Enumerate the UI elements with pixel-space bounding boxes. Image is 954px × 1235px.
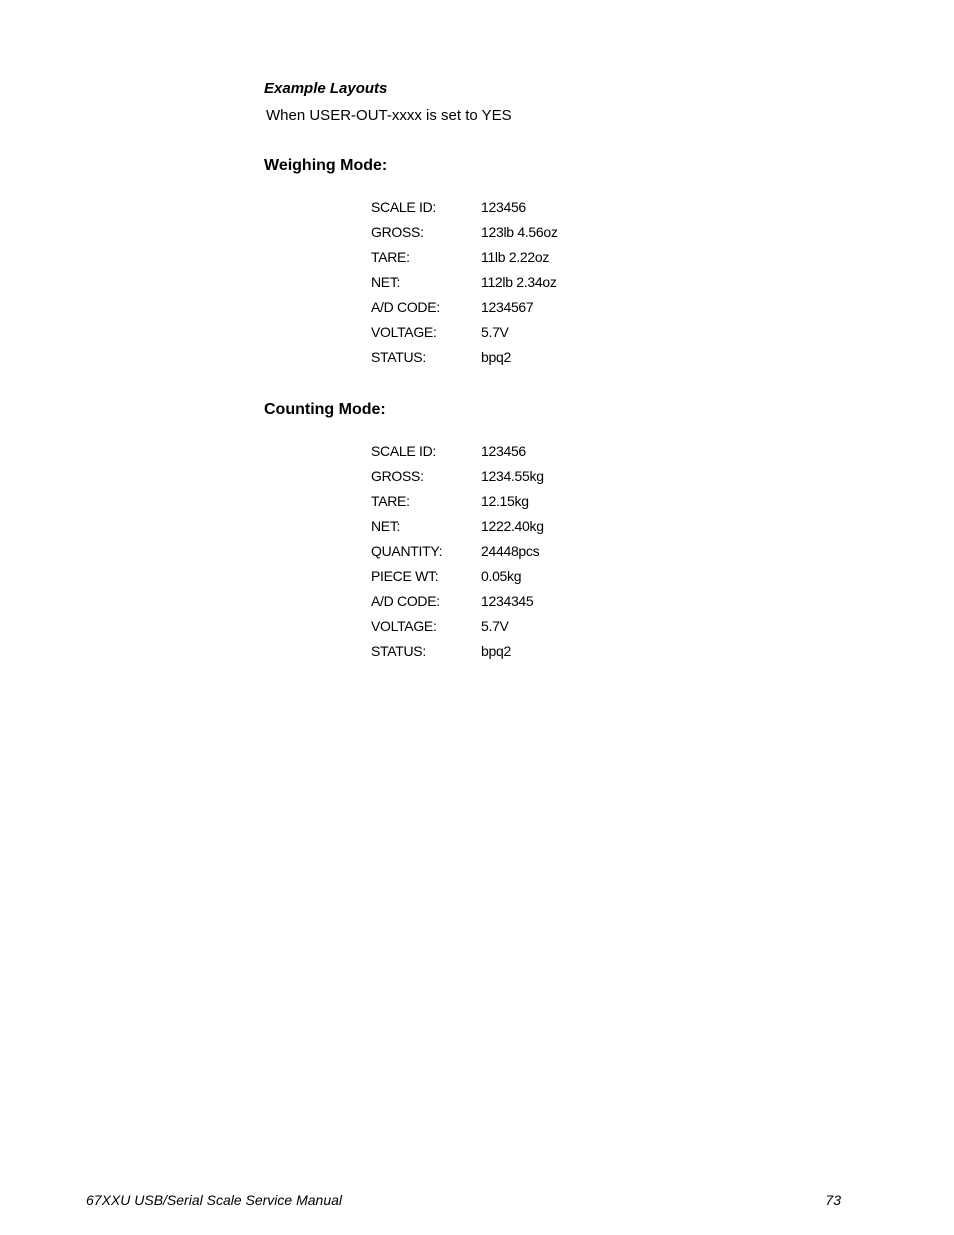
weighing-row-status <box>371 344 691 369</box>
counting-row-quantity <box>371 539 691 564</box>
row-value: 1234.55kg <box>481 468 544 485</box>
footer-page-number: 73 <box>825 1192 841 1208</box>
row-label: VOLTAGE: <box>371 617 437 634</box>
row-value: bpq2 <box>481 348 511 365</box>
row-value: 123lb 4.56oz <box>481 223 558 240</box>
row-label: NET: <box>371 518 401 535</box>
row-label: GROSS: <box>371 468 424 485</box>
row-value: 1222.40kg <box>481 518 544 535</box>
weighing-row-scale-id <box>371 194 691 219</box>
example-layouts-heading: Example Layouts <box>264 80 388 97</box>
counting-row-gross <box>371 464 691 489</box>
counting-row-tare <box>371 489 691 514</box>
row-label: SCALE ID: <box>371 443 436 460</box>
row-value: 24448pcs <box>481 543 540 559</box>
counting-row-net <box>371 514 691 539</box>
counting-row-status <box>371 638 691 663</box>
weighing-row-ad-code <box>371 294 691 319</box>
row-label: TARE: <box>371 493 410 510</box>
weighing-row-tare <box>371 244 691 269</box>
footer-manual-title: 67XXU USB/Serial Scale Service Manual <box>86 1192 343 1208</box>
row-label: GROSS: <box>371 223 424 240</box>
row-value: bpq2 <box>481 642 511 659</box>
row-label: QUANTITY: <box>371 543 443 559</box>
intro-text: When USER-OUT-xxxx is set to YES <box>266 107 512 124</box>
row-value: 5.7V <box>481 323 509 340</box>
row-value: 11lb 2.22oz <box>481 248 550 265</box>
row-label: A/D CODE: <box>371 592 440 609</box>
row-value: 123456 <box>481 443 526 460</box>
row-value: 0.05kg <box>481 567 522 584</box>
counting-mode-list <box>371 439 691 663</box>
row-label: STATUS: <box>371 348 426 365</box>
row-label: NET: <box>371 273 401 290</box>
counting-row-piece-wt <box>371 563 691 588</box>
row-value: 123456 <box>481 198 526 215</box>
weighing-row-net <box>371 269 691 294</box>
counting-mode-heading: Counting Mode: <box>264 401 386 418</box>
weighing-mode-list <box>371 194 691 369</box>
row-value: 12.15kg <box>481 493 529 510</box>
row-label: A/D CODE: <box>371 298 440 315</box>
counting-row-voltage <box>371 613 691 638</box>
counting-row-ad-code <box>371 588 691 613</box>
row-value: 1234345 <box>481 592 534 609</box>
row-value: 1234567 <box>481 298 534 315</box>
row-value: 5.7V <box>481 617 509 634</box>
row-label: TARE: <box>371 248 410 265</box>
row-label: SCALE ID: <box>371 198 436 215</box>
row-value: 112lb 2.34oz <box>481 273 557 290</box>
weighing-mode-heading: Weighing Mode: <box>264 157 388 174</box>
row-label: PIECE WT: <box>371 567 439 584</box>
counting-row-scale-id <box>371 439 691 464</box>
weighing-row-gross <box>371 219 691 244</box>
row-label: VOLTAGE: <box>371 323 437 340</box>
weighing-row-voltage <box>371 319 691 344</box>
row-label: STATUS: <box>371 642 426 659</box>
